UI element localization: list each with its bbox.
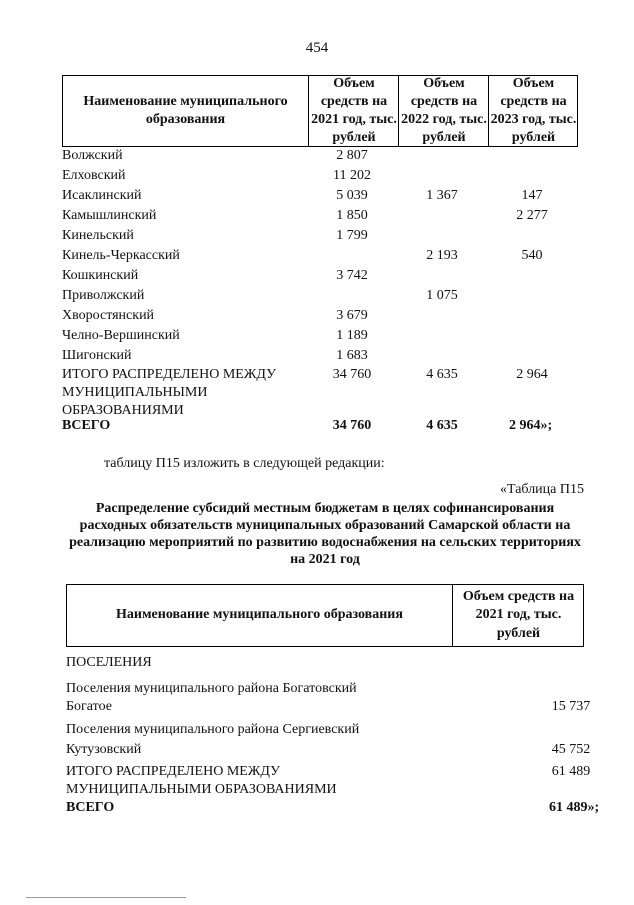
table1-header-name: Наименование муниципального образования xyxy=(83,93,288,127)
table-row xyxy=(62,307,592,327)
page-number: 454 xyxy=(305,40,329,56)
row-value-2021: 1 850 xyxy=(336,208,368,223)
table-row xyxy=(62,187,592,207)
vsego-label: ВСЕГО xyxy=(62,418,111,433)
row-value-2022: 2 193 xyxy=(426,248,458,263)
table-label: «Таблица П15 xyxy=(500,482,584,497)
row-name: Кутузовский xyxy=(66,742,142,757)
row-value: 15 737 xyxy=(551,699,591,714)
itogo-value: 61 489 xyxy=(551,764,591,779)
table1-header-2023: Объем средств на 2023 год, тыс. рублей xyxy=(488,76,578,146)
row-value-2022: 1 367 xyxy=(426,188,458,203)
row-name: Исаклинский xyxy=(62,188,142,203)
table-caption: Распределение субсидий местным бюджетам в целях софинансирования расходных обязательств муниципальных образований Самарской области на реализацию мероприятий по развитию водоснабжения на сельских территориях на 2021 год xyxy=(69,501,581,567)
vsego-value: 61 489»; xyxy=(549,800,600,815)
row-value-2022: 1 075 xyxy=(426,288,458,303)
table-row xyxy=(62,167,592,187)
row-value: 45 752 xyxy=(551,742,591,757)
vsego-value-2023: 2 964»; xyxy=(509,418,553,433)
table-row xyxy=(62,247,592,267)
row-value-2021: 1 189 xyxy=(336,328,368,343)
table-row xyxy=(62,347,592,367)
itogo-label: ИТОГО РАСПРЕДЕЛЕНО МЕЖДУ МУНИЦИПАЛЬНЫМИ ОБРАЗОВАНИЯМИ xyxy=(62,367,276,418)
itogo-row xyxy=(62,366,592,420)
table1-header xyxy=(62,75,578,147)
row-name: Поселения муниципального района Сергиевский xyxy=(66,722,360,737)
table-row xyxy=(62,227,592,247)
row-name: Поселения муниципального района Богатовский xyxy=(66,681,357,696)
row-value-2021: 11 202 xyxy=(333,168,371,183)
vsego-value-2022: 4 635 xyxy=(426,418,458,433)
row-name: Челно-Вершинский xyxy=(62,328,180,343)
row-value-2021: 5 039 xyxy=(336,188,368,203)
itogo-value-2021: 34 760 xyxy=(332,367,372,382)
table2-header xyxy=(66,584,584,647)
row-name: Хворостянский xyxy=(62,308,155,323)
row-name: Камышлинский xyxy=(62,208,157,223)
row-value-2021: 1 799 xyxy=(336,228,368,243)
row-value-2023: 540 xyxy=(521,248,543,263)
row-name: Волжский xyxy=(62,148,123,163)
row-name: Кинельский xyxy=(62,228,134,243)
intro-text: таблицу П15 изложить в следующей редакции: xyxy=(104,456,385,471)
vsego-label: ВСЕГО xyxy=(66,800,115,815)
row-name: Приволжский xyxy=(62,288,145,303)
vsego-row xyxy=(62,417,592,437)
table-row xyxy=(62,327,592,347)
table-row xyxy=(62,147,592,167)
row-name: Кошкинский xyxy=(62,268,139,283)
table-row xyxy=(62,287,592,307)
row-value-2021: 1 683 xyxy=(336,348,368,363)
table1-header-2021: Объем средств на 2021 год, тыс. рублей xyxy=(308,76,399,146)
row-value-2021: 3 679 xyxy=(336,308,368,323)
row-name: Богатое xyxy=(66,699,112,714)
row-value-2023: 147 xyxy=(521,188,543,203)
table-row xyxy=(62,207,592,227)
section-label: ПОСЕЛЕНИЯ xyxy=(66,655,152,670)
table-row xyxy=(62,267,592,287)
vsego-value-2021: 34 760 xyxy=(332,418,372,433)
itogo-value-2023: 2 964 xyxy=(516,367,548,382)
table2-header-name: Наименование муниципального образования xyxy=(116,607,403,623)
row-name: Елховский xyxy=(62,168,126,183)
itogo-value-2022: 4 635 xyxy=(426,367,458,382)
row-value-2021: 2 807 xyxy=(336,148,368,163)
footer-rule xyxy=(26,897,186,898)
row-name: Шигонский xyxy=(62,348,132,363)
table1-header-2022: Объем средств на 2022 год, тыс. рублей xyxy=(398,76,489,146)
itogo-label: ИТОГО РАСПРЕДЕЛЕНО МЕЖДУ МУНИЦИПАЛЬНЫМИ ОБРАЗОВАНИЯМИ xyxy=(66,764,337,797)
row-name: Кинель-Черкасский xyxy=(62,248,180,263)
row-value-2023: 2 277 xyxy=(516,208,548,223)
table2-header-2021: Объем средств на 2021 год, тыс. рублей xyxy=(452,585,584,646)
row-value-2021: 3 742 xyxy=(336,268,368,283)
